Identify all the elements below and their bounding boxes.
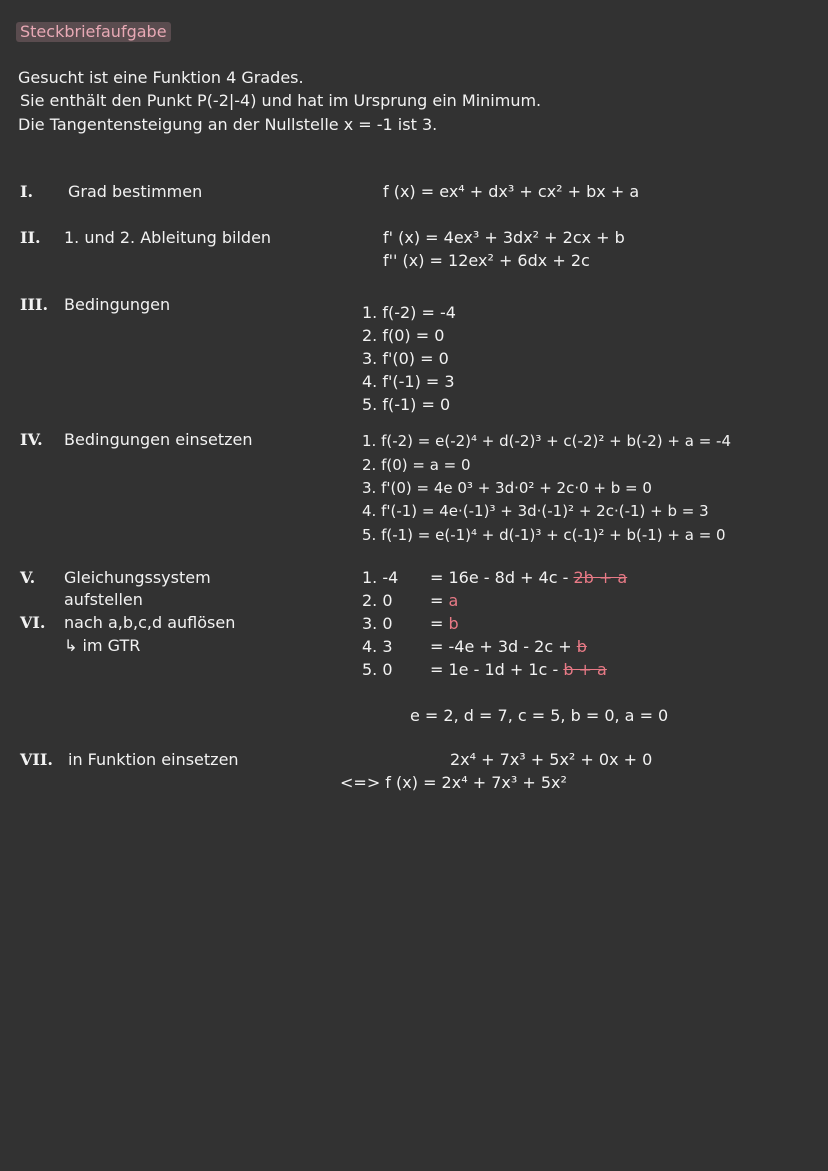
step-label: Bedingungen einsetzen [64, 430, 253, 449]
substituted-condition: 1. f(-2) = e(-2)⁴ + d(-2)³ + c(-2)² + b(-2) + a = -4 [362, 432, 731, 450]
substituted-condition: 4. f'(-1) = 4e·(-1)³ + 3d·(-1)² + 2c·(-1) + b = 3 [362, 502, 709, 520]
problem-line: Sie enthält den Punkt P(-2|-4) und hat im Ursprung ein Minimum. [20, 91, 542, 110]
equation-number: 4. 3 [362, 637, 393, 656]
step-label: in Funktion einsetzen [68, 750, 239, 769]
step-label: nach a,b,c,d auflösen [64, 613, 236, 632]
substituted-condition: 3. f'(0) = 4e 0³ + 3d·0² + 2c·0 + b = 0 [362, 479, 652, 497]
step-label: Grad bestimmen [68, 182, 203, 201]
highlighted-term: a [448, 591, 459, 610]
condition: 2. f(0) = 0 [362, 326, 445, 345]
equation-number: 5. 0 [362, 660, 393, 679]
eliminated-term: b + a [563, 660, 607, 679]
highlighted-term: b [448, 614, 459, 633]
step-number: V. [20, 568, 36, 587]
second-derivative: f'' (x) = 12ex² + 6dx + 2c [383, 251, 590, 270]
step-number: VI. [20, 613, 46, 632]
step-label: Gleichungssystem [64, 568, 211, 587]
function-formula: f (x) = ex⁴ + dx³ + cx² + bx + a [383, 182, 640, 201]
condition: 5. f(-1) = 0 [362, 395, 451, 414]
page-title: Steckbriefaufgabe [16, 22, 171, 42]
condition: 1. f(-2) = -4 [362, 303, 456, 322]
equation-body: = 1e - 1d + 1c - [430, 660, 559, 679]
equation [430, 637, 587, 657]
equation-body: = 16e - 8d + 4c - [430, 568, 569, 587]
substituted-condition: 2. f(0) = a = 0 [362, 456, 471, 474]
step-number: VII. [20, 750, 53, 769]
step-number: III. [20, 295, 49, 314]
equation-body: = [430, 591, 444, 610]
equation [430, 614, 459, 634]
step-label: Bedingungen [64, 295, 171, 314]
condition: 3. f'(0) = 0 [362, 349, 449, 368]
step-number: IV. [20, 430, 43, 449]
eliminated-term: 2b + a [573, 568, 628, 587]
step-note: ↳ im GTR [64, 636, 141, 655]
step-label: 1. und 2. Ableitung bilden [64, 228, 272, 247]
step-label: aufstellen [64, 590, 143, 609]
final-function: <=> f (x) = 2x⁴ + 7x³ + 5x² [340, 773, 567, 792]
equation-number: 1. -4 [362, 568, 399, 587]
problem-line: Die Tangentensteigung an der Nullstelle x = -1 ist 3. [18, 115, 438, 134]
step-number: II. [20, 228, 41, 247]
equation-number: 3. 0 [362, 614, 393, 633]
equation-body: = [430, 614, 444, 633]
problem-line: Gesucht ist eine Funktion 4 Grades. [18, 68, 304, 87]
substituted-condition: 5. f(-1) = e(-1)⁴ + d(-1)³ + c(-1)² + b(-1) + a = 0 [362, 526, 726, 544]
first-derivative: f' (x) = 4ex³ + 3dx² + 2cx + b [383, 228, 625, 247]
equation [430, 660, 607, 680]
equation [430, 591, 458, 611]
equation-body: = -4e + 3d - 2c + [430, 637, 572, 656]
step-number: I. [20, 182, 34, 201]
equation [430, 568, 627, 588]
equation-number: 2. 0 [362, 591, 393, 610]
condition: 4. f'(-1) = 3 [362, 372, 455, 391]
result-expanded: 2x⁴ + 7x³ + 5x² + 0x + 0 [450, 750, 653, 769]
solution: e = 2, d = 7, c = 5, b = 0, a = 0 [410, 706, 669, 725]
eliminated-term: b [576, 637, 587, 656]
